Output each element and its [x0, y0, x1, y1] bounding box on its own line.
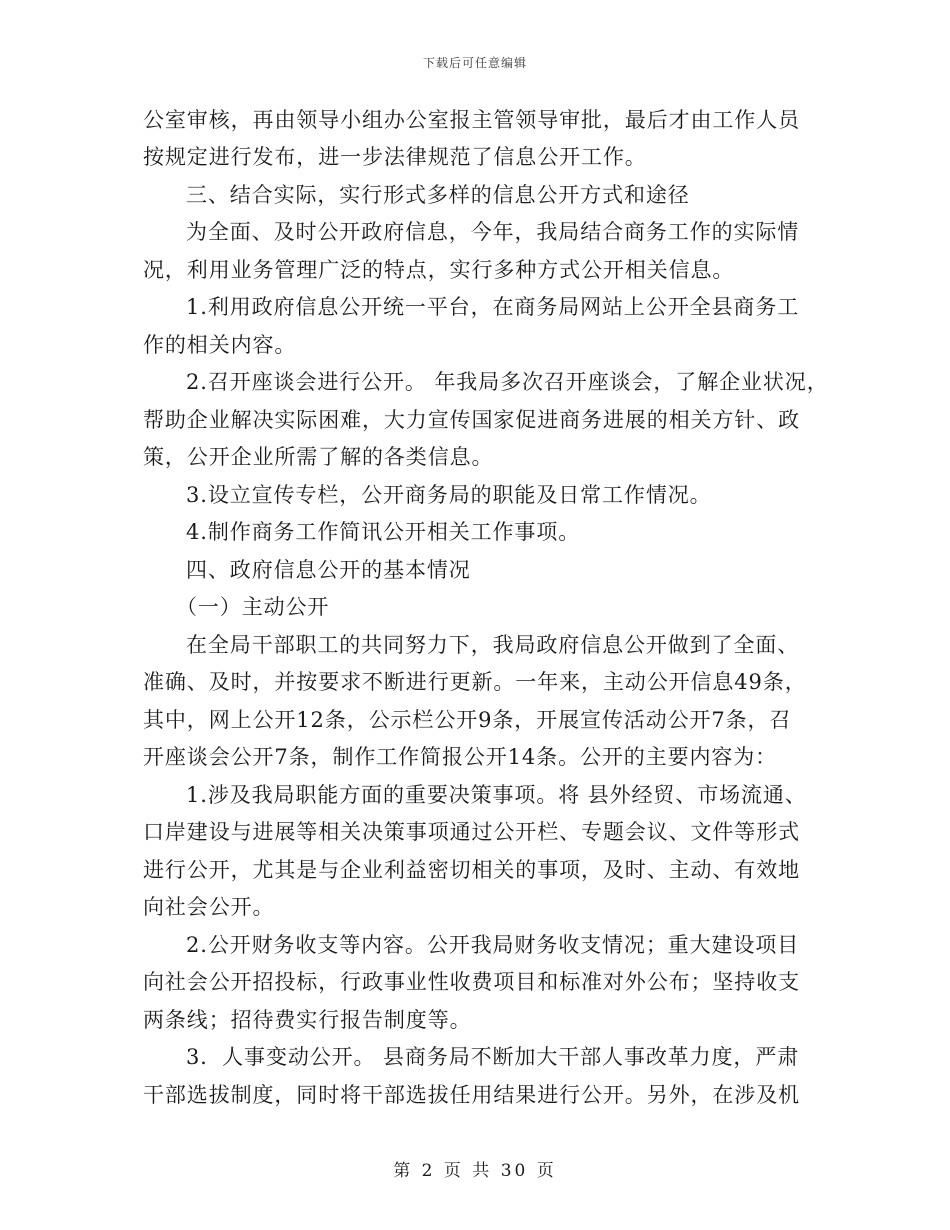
text-line: 向社会公开。	[143, 895, 275, 919]
text-line: 向社会公开招投标，行政事业性收费项目和标准对外公布；坚持收支	[143, 970, 800, 994]
text-line: 2.召开座谈会进行公开。 年我局多次召开座谈会，了解企业状况，	[186, 370, 829, 394]
text-line: 帮助企业解决实际困难，大力宣传国家促进商务进展的相关方针、政	[143, 408, 800, 432]
text-line: 为全面、及时公开政府信息，今年，我局结合商务工作的实际情	[186, 220, 800, 244]
text-line: 其中，网上公开12条，公示栏公开9条，开展宣传活动公开7条，召	[143, 708, 792, 732]
text-line: 1.涉及我局职能方面的重要决策事项。将 县外经贸、市场流通、	[186, 783, 807, 807]
section-heading: 四、政府信息公开的基本情况	[186, 558, 471, 582]
text-line: 进行公开，尤其是与企业利益密切相关的事项，及时、主动、有效地	[143, 858, 800, 882]
text-line: 在全局干部职工的共同努力下，我局政府信息公开做到了全面、	[186, 633, 800, 657]
text-line: 2.公开财务收支等内容。公开我局财务收支情况；重大建设项目	[186, 933, 800, 957]
text-line: 两条线；招待费实行报告制度等。	[143, 1008, 472, 1032]
text-line: 准确、及时，并按要求不断进行更新。一年来，主动公开信息49条，	[143, 670, 807, 694]
text-line: 4.制作商务工作简讯公开相关工作事项。	[186, 520, 581, 544]
text-line: 作的相关内容。	[143, 333, 297, 357]
section-heading: 三、结合实际，实行形式多样的信息公开方式和途径	[186, 183, 690, 207]
text-line: 干部选拔制度，同时将干部选拔任用结果进行公开。另外，在涉及机	[143, 1083, 800, 1107]
subsection-heading: （一）主动公开	[176, 595, 330, 619]
text-line: 3.设立宣传专栏，公开商务局的职能及日常工作情况。	[186, 483, 712, 507]
text-line: 口岸建设与进展等相关决策事项通过公开栏、专题会议、文件等形式	[143, 820, 800, 844]
text-line: 按规定进行发布，进一步法律规范了信息公开工作。	[143, 145, 647, 169]
text-line: 策，公开企业所需了解的各类信息。	[143, 445, 494, 469]
text-line: 1.利用政府信息公开统一平台，在商务局网站上公开全县商务工	[186, 295, 800, 319]
text-line: 开座谈会公开7条，制作工作简报公开14条。公开的主要内容为：	[143, 745, 778, 769]
page-number: 第 2 页 共 30 页	[393, 1161, 557, 1181]
text-line: 况，利用业务管理广泛的特点，实行多种方式公开相关信息。	[143, 258, 735, 282]
text-line: 3．人事变动公开。 县商务局不断加大干部人事改革力度，严肃	[186, 1045, 800, 1069]
text-line: 公室审核，再由领导小组办公室报主管领导审批，最后才由工作人员	[143, 108, 800, 132]
page-header: 下载后可任意编辑	[422, 56, 527, 70]
